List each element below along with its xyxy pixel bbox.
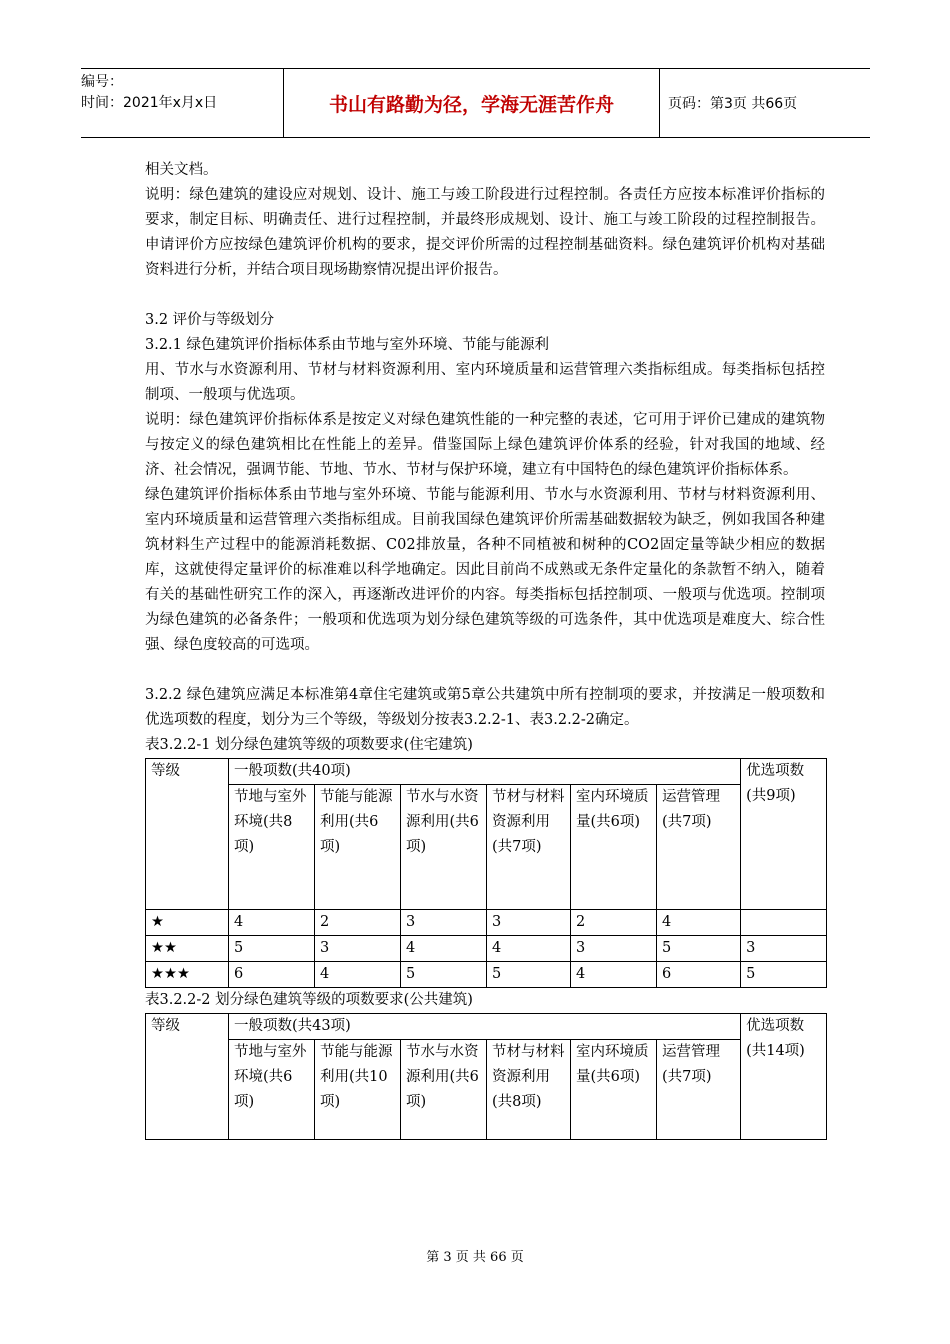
value-cell: 3 — [401, 910, 487, 936]
paragraph: 说明：绿色建筑评价指标体系是按定义对绿色建筑性能的一种完整的表述，它可用于评价已建成的建筑物与按定义的绿色建筑相比在性能上的差异。借鉴国际上绿色建筑评价体系的经验，针对我国的地域、经济、社会情况，强调节能、节地、节水、节材与保护环境，建立有中国特色的绿色建筑评价指标体系。 — [145, 412, 825, 478]
value-cell: 3 — [571, 936, 657, 962]
sub-header: 节水与水资源利用(共6项) — [401, 1040, 487, 1140]
paragraph: 说明：绿色建筑的建设应对规划、设计、施工与竣工阶段进行过程控制。各责任方应按本标准评价指标的要求，制定目标、明确责任、进行过程控制，并最终形成规划、设计、施工与竣工阶段的过程控制报告。申请评价方应按绿色建筑评价机构的要求，提交评价所需的过程控制基础资料。绿色建筑评价机构对基础资料进行分析，并结合项目现场勘察情况提出评价报告。 — [145, 187, 825, 278]
value-cell: 4 — [657, 910, 741, 936]
page-header — [81, 68, 870, 138]
sub-header: 节地与室外环境(共8项) — [229, 785, 315, 910]
value-cell: 3 — [741, 936, 827, 962]
value-cell: 5 — [657, 936, 741, 962]
value-cell: 5 — [229, 936, 315, 962]
paragraph: 相关文档。 — [145, 162, 218, 178]
grade-cell: ★ — [146, 910, 229, 936]
value-cell — [741, 910, 827, 936]
paragraph: 绿色建筑评价指标体系由节地与室外环境、节能与能源利用、节水与水资源利用、节材与材料资源利用、室内环境质量和运营管理六类指标组成。目前我国绿色建筑评价所需基础数据较为缺乏，例如我国各种建筑材料生产过程中的能源消耗数据、C02排放量，各种不同植被和树种的CO2固定量等缺少相应的数据库，这就使得定量评价的标准难以科学地确定。因此目前尚不成熟或无条件定量化的条款暂不纳入，随着有关的基础性研究工作的深入，再逐渐改进评价的内容。每类指标包括控制项、一般项与优选项。控制项为绿色建筑的必备条件；一般项和优选项为划分绿色建筑等级的可选条件，其中优选项是难度大、综合性强、绿色度较高的可选项。 — [145, 487, 825, 653]
value-cell: 5 — [487, 962, 571, 988]
header-info — [81, 69, 284, 137]
table-caption: 表3.2.2-1 划分绿色建筑等级的项数要求(住宅建筑) — [145, 737, 473, 753]
sub-header: 运营管理(共7项) — [657, 785, 741, 910]
grade-header: 等级 — [146, 759, 229, 910]
value-cell: 3 — [315, 936, 401, 962]
optional-items-header: 优选项数(共9项) — [741, 759, 827, 910]
sub-header: 节能与能源利用(共10项) — [315, 1040, 401, 1140]
table-caption: 表3.2.2-2 划分绿色建筑等级的项数要求(公共建筑) — [145, 992, 473, 1008]
value-cell: 5 — [401, 962, 487, 988]
value-cell: 6 — [229, 962, 315, 988]
table-row — [146, 962, 827, 988]
grade-header: 等级 — [146, 1014, 229, 1140]
document-date-label: 时间：2021年x月x日 — [81, 95, 218, 111]
sub-header: 室内环境质量(共6项) — [571, 785, 657, 910]
value-cell: 4 — [571, 962, 657, 988]
table-row — [146, 936, 827, 962]
value-cell: 4 — [487, 936, 571, 962]
sub-header: 节能与能源利用(共6项) — [315, 785, 401, 910]
paragraph: 3.2.2 绿色建筑应满足本标准第4章住宅建筑或第5章公共建筑中所有控制项的要求，并按满足一般项数和优选项数的程度，划分为三个等级，等级划分按表3.2.2-1、表3.2.2-2确定。 — [145, 687, 825, 728]
document-body — [145, 158, 825, 1140]
grade-cell: ★★★ — [146, 962, 229, 988]
section-heading: 3.2 评价与等级划分 — [145, 312, 275, 328]
sub-header: 节水与水资源利用(共6项) — [401, 785, 487, 910]
table-row — [146, 910, 827, 936]
sub-header: 节材与材料资源利用(共7项) — [487, 785, 571, 910]
sub-header: 室内环境质量(共6项) — [571, 1040, 657, 1140]
header-motto: 书山有路勤为径，学海无涯苦作舟 — [284, 69, 660, 137]
sub-header: 节地与室外环境(共6项) — [229, 1040, 315, 1140]
grade-cell: ★★ — [146, 936, 229, 962]
value-cell: 4 — [401, 936, 487, 962]
page-footer: 第 3 页 共 66 页 — [426, 1250, 524, 1265]
grade-table-public — [145, 1013, 827, 1140]
paragraph: 用、节水与水资源利用、节材与材料资源利用、室内环境质量和运营管理六类指标组成。每类指标包括控制项、一般项与优选项。 — [145, 362, 825, 403]
value-cell: 6 — [657, 962, 741, 988]
sub-header: 运营管理(共7项) — [657, 1040, 741, 1140]
sub-header: 节材与材料资源利用(共8项) — [487, 1040, 571, 1140]
document-number-label: 编号： — [81, 74, 123, 90]
grade-table-residential — [145, 758, 827, 988]
value-cell: 3 — [487, 910, 571, 936]
general-items-header: 一般项数(共43项) — [229, 1014, 741, 1040]
value-cell: 4 — [229, 910, 315, 936]
value-cell: 4 — [315, 962, 401, 988]
general-items-header: 一般项数(共40项) — [229, 759, 741, 785]
optional-items-header: 优选项数(共14项) — [741, 1014, 827, 1140]
value-cell: 2 — [571, 910, 657, 936]
value-cell: 2 — [315, 910, 401, 936]
paragraph: 3.2.1 绿色建筑评价指标体系由节地与室外环境、节能与能源利 — [145, 337, 550, 353]
header-page-number: 页码：第3页 共66页 — [668, 96, 798, 112]
value-cell: 5 — [741, 962, 827, 988]
